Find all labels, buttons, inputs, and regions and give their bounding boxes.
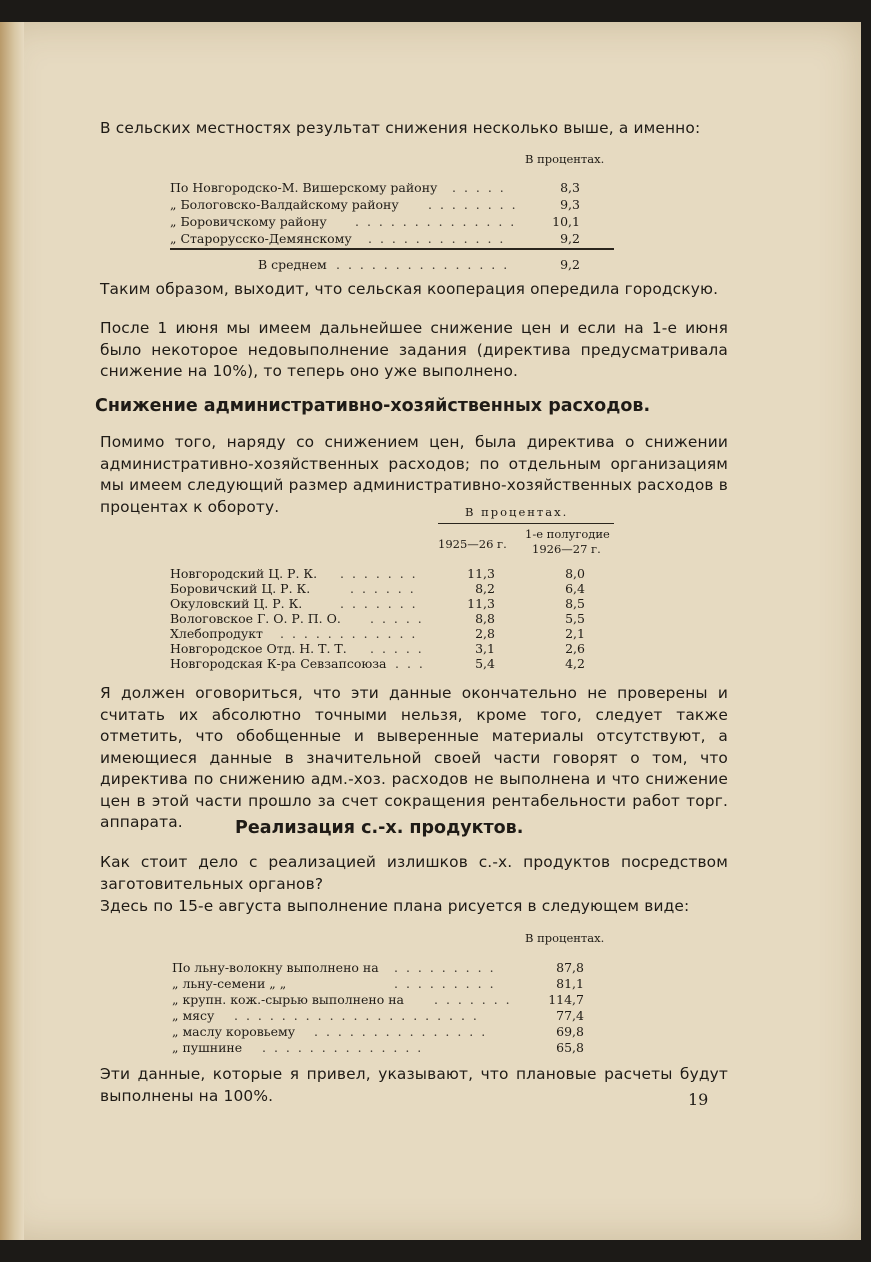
table-rural-reduction: По Новгородско-М. Вишерскому району . . . . . 8,3 „ Бологовско-Валдайскому району . . . . . . . . 9,3 „ Боровичскому району . . . . . . . . . . . . . . 10,1 „ Старорусско-Демянскому . . . . . . . . . . . . 9,2 В среднем . . . . . . . . . . . . . . . 9,2 bbox=[170, 180, 590, 290]
column-header-1926: 1926—27 г. bbox=[532, 542, 601, 556]
section-heading-agri-products: Реализация с.-х. продуктов. bbox=[235, 818, 524, 838]
table-rule bbox=[170, 248, 614, 250]
column-header-halfyear: 1-е полугодие bbox=[525, 527, 610, 541]
paragraph-agri-question: Как стоит дело с реализацией излишков с.-х. продуктов посредством заготовительных органов? bbox=[100, 853, 728, 893]
column-header-1925: 1925—26 г. bbox=[438, 537, 507, 551]
paragraph-rural-intro: В сельских местностях результат снижения несколько выше, а именно: bbox=[100, 119, 701, 137]
page-number: 19 bbox=[688, 1090, 709, 1109]
paragraph-final: Эти данные, которые я привел, указывают, что плановые расчеты будут выполнены на 100%. bbox=[100, 1065, 728, 1105]
section-heading-admin-expenses: Снижение административно-хозяйственных расходов. bbox=[95, 396, 651, 416]
paragraph-conclusion: Таким образом, выходит, что сельская кооперация опередила городскую. bbox=[100, 280, 719, 298]
table1-unit: В процентах. bbox=[525, 152, 605, 166]
table-plan-fulfilment: По льну-волокну выполнено на . . . . . . . . . 87,8 „ льну-семени „ „ . . . . . . . . . 81,1 „ крупн. кож.-сырью выполнено на . . . . . . . 114,7 „ мясу . . . . . . . . . . . . . . . . . . . . . 77,4 „ маслу коровьему . . . . . . . . . . . . . . . 69,8 „ пушнине . . . . . . . . . . . . . . 65,8 bbox=[172, 960, 584, 1055]
table2-unit: В процентах. bbox=[465, 505, 569, 519]
book-spine bbox=[0, 22, 24, 1240]
paragraph-admin-directive: Помимо того, наряду со снижением цен, была директива о снижении административно-хозяйственных расходов; по отдельным организациям мы имеем следующий размер административно-хозяйственных расходов в процентах к обороту. bbox=[100, 433, 728, 516]
paragraph-plan-status: Здесь по 15-е августа выполнение плана рисуется в следующем виде: bbox=[100, 897, 690, 915]
table-admin-expenses: В процентах. 1925—26 г. 1-е полугодие 1926—27 г. Новгородский Ц. Р. К. . . . . . . . 11,3 8,0 Боровичский Ц. Р. К. . . . . . . 8,2 6,4 Окуловский Ц. Р. К. . . . . . . . 11,3 8,5 Вологовское Г. О. Р. П. О. . . . . . 8,8 5,5 Хлебопродукт . . . . . . . . . . . . 2,8 2,1 Новгородское Отд. Н. Т. Т. . . . . . 3,1 2,6 Новгородская К-ра Севзапсоюза . . . 5,4 4,2 bbox=[170, 505, 620, 675]
paragraph-caveat: Я должен оговориться, что эти данные окончательно не проверены и считать их абсолютно точными нельзя, кроме того, следует также отметить, что обобщенные и выверенные материалы отсутствуют, а имеющиеся данные в значительной своей части говорят о том, что директива по снижению адм.-хоз. расходов не выполнена и что снижение цен в этой части прошло за счет сокращения рентабельности работ торг. аппарата. bbox=[100, 684, 728, 831]
paragraph-after-june: После 1 июня мы имеем дальнейшее снижение цен и если на 1-е июня было некоторое недовыполнение задания (директива предусматривала снижение на 10%), то теперь оно уже выполнено. bbox=[100, 319, 728, 380]
table3-unit: В процентах. bbox=[525, 931, 605, 945]
